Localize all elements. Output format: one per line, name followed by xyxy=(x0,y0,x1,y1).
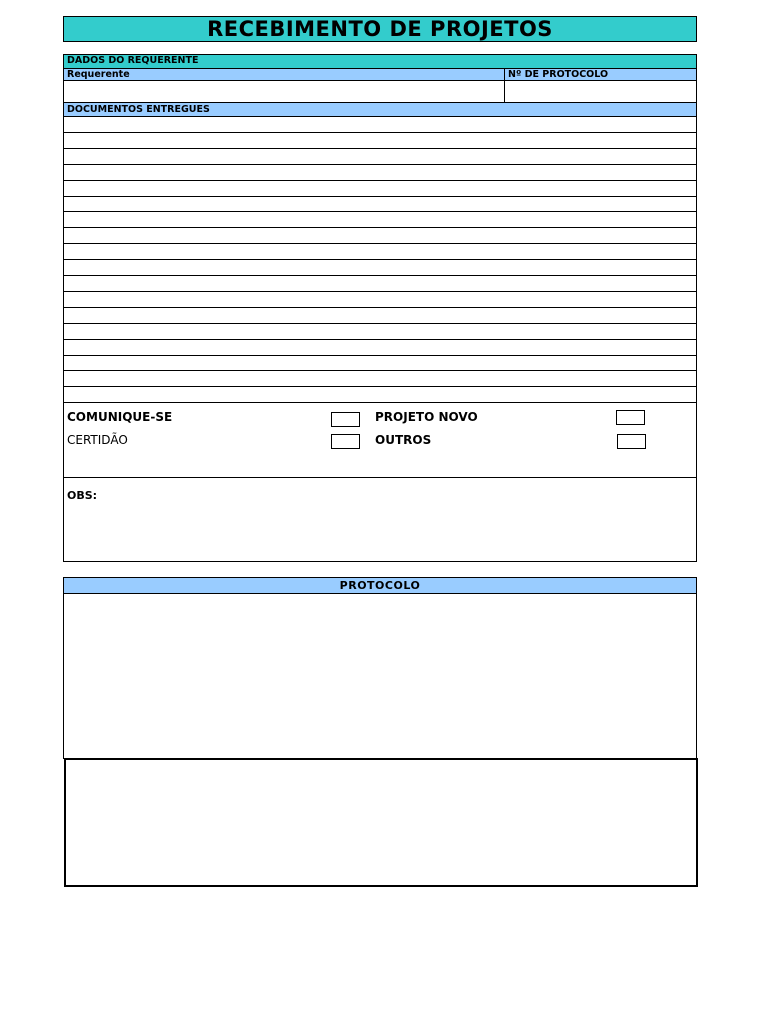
outros-checkbox[interactable] xyxy=(617,434,646,449)
documento-line xyxy=(64,386,696,387)
certidao-checkbox[interactable] xyxy=(331,434,360,449)
obs-label: OBS: xyxy=(67,489,98,502)
requerente-header-row xyxy=(64,69,696,81)
documento-line xyxy=(64,116,696,117)
documento-line xyxy=(64,307,696,308)
documento-line xyxy=(64,164,696,165)
documento-line xyxy=(64,370,696,371)
documento-line xyxy=(64,275,696,276)
page-title: RECEBIMENTO DE PROJETOS xyxy=(63,16,697,42)
documento-line xyxy=(64,211,696,212)
projeto-novo-checkbox[interactable] xyxy=(616,410,645,425)
protocolo-section xyxy=(63,577,697,759)
documento-line xyxy=(64,402,696,403)
dados-requerente-header: DADOS DO REQUERENTE xyxy=(64,55,696,69)
requerente-label: Requerente xyxy=(67,69,130,80)
signature-box[interactable] xyxy=(64,758,698,887)
documento-line xyxy=(64,259,696,260)
comunique-se-label: COMUNIQUE-SE xyxy=(67,410,173,424)
outros-label: OUTROS xyxy=(375,433,432,447)
form-recebimento xyxy=(63,54,697,562)
comunique-se-checkbox[interactable] xyxy=(331,412,360,427)
documento-line xyxy=(64,323,696,324)
documentos-entregues-header: DOCUMENTOS ENTREGUES xyxy=(64,102,696,117)
protocolo-number-field[interactable] xyxy=(505,81,697,102)
protocolo-area[interactable] xyxy=(64,594,696,758)
documento-line xyxy=(64,148,696,149)
documento-line xyxy=(64,243,696,244)
documento-line xyxy=(64,196,696,197)
requerente-field[interactable] xyxy=(64,81,504,102)
certidao-label: CERTIDÃO xyxy=(67,433,128,447)
documento-line xyxy=(64,227,696,228)
documento-line xyxy=(64,291,696,292)
documento-line xyxy=(64,180,696,181)
obs-divider xyxy=(64,477,696,478)
documento-line xyxy=(64,355,696,356)
protocolo-number-label: Nº DE PROTOCOLO xyxy=(508,69,609,80)
documento-line xyxy=(64,339,696,340)
protocolo-header: PROTOCOLO xyxy=(64,578,696,594)
projeto-novo-label: PROJETO NOVO xyxy=(375,410,478,424)
documento-line xyxy=(64,132,696,133)
